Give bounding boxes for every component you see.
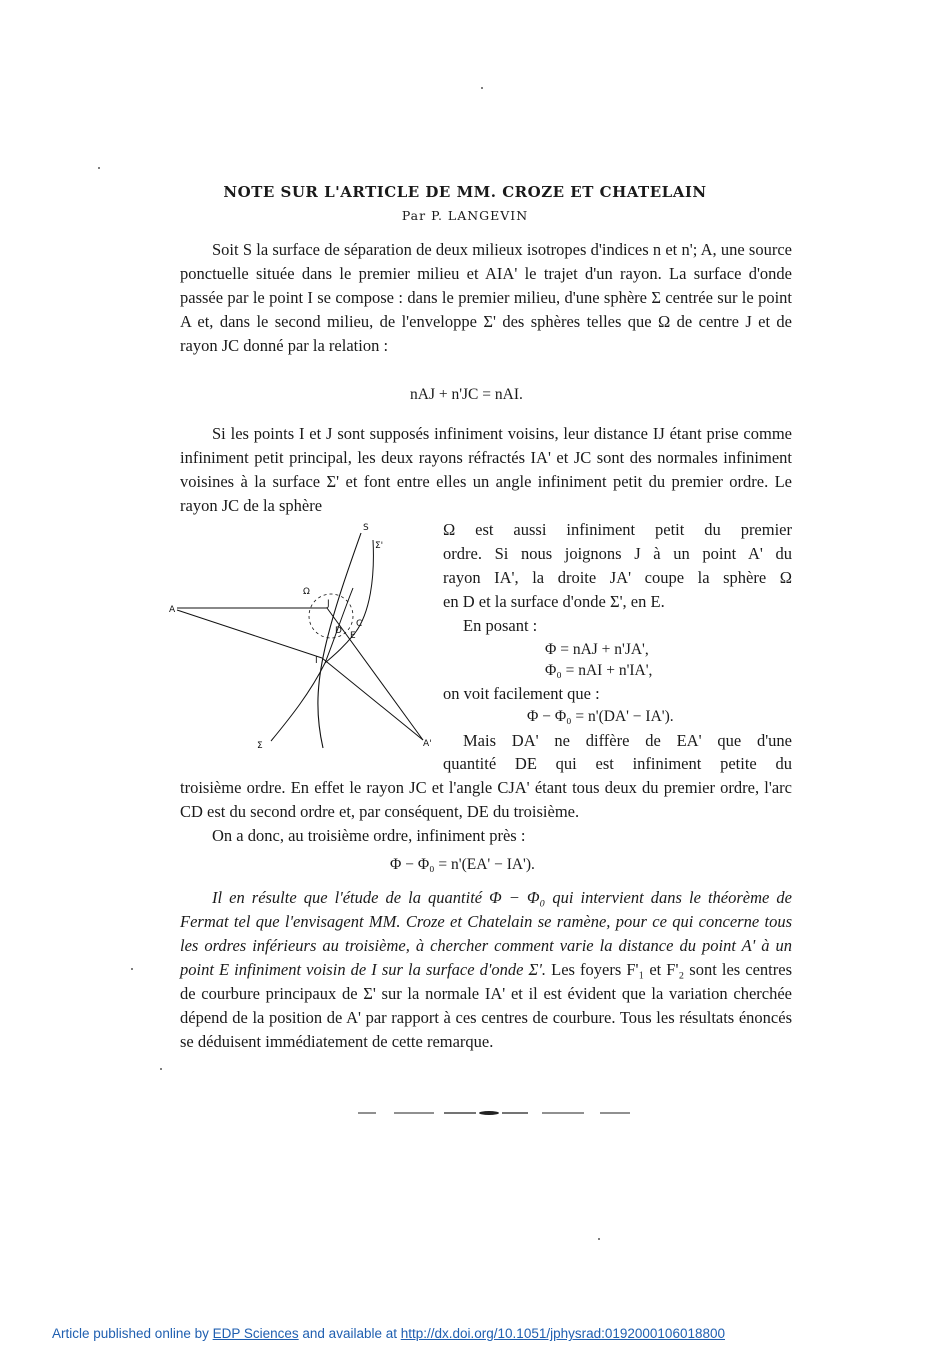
paragraph-1: Soit S la surface de séparation de deux milieux isotropes d'indices n et n'; A, une source ponctuelle située dans le premier milieu et AIA' le trajet d'un rayon. La surface d'onde passée par le point I se compose : dans le premier milieu, d'une sphère Σ centrée sur le point A et, dans le second milieu, de l'enveloppe Σ' des sphères telles que Ω de centre J et de rayon JC donné par la relation : (180, 240, 792, 355)
footer-notice (52, 1326, 725, 1341)
label-d: D (335, 626, 342, 636)
refraction-figure (165, 518, 440, 773)
beside-line-3: rayon IA', la droite JA' coupe la sphère Ω (443, 568, 792, 587)
equation-4: Φ − Φ₀ = n'(DA' − IA'). (527, 708, 674, 725)
label-j: J (327, 599, 330, 609)
publisher-link[interactable]: EDP Sciences (212, 1326, 299, 1341)
scan-speck (98, 167, 100, 169)
beside-line-1: Ω est aussi infiniment petit du premier (443, 520, 792, 539)
scan-speck (160, 1068, 162, 1070)
end-ornament (358, 1110, 630, 1116)
paragraph-2: Si les points I et J sont supposés infiniment voisins, leur distance IJ étant prise comme infiniment petit principal, les deux rayons réfractés IA' et JC sont des normales infiniment voisines à la surface Σ' et font entre elles un angle infiniment petit du premier ordre. Le rayon JC de la sphère (180, 424, 792, 515)
label-a: A (169, 605, 176, 615)
scan-speck (598, 1238, 600, 1240)
en-posant: En posant : (463, 616, 538, 635)
sphere-sigma-curve (271, 588, 353, 741)
label-s: S (363, 523, 369, 533)
sphere-omega (309, 594, 353, 638)
beside-line-4: en D et la surface d'onde Σ', en E. (443, 592, 665, 611)
label-omega: Ω (303, 587, 310, 597)
label-sigma-prime: Σ' (375, 541, 384, 551)
scan-speck (131, 968, 133, 970)
paragraph-4: On a donc, au troisième ordre, infiniment près : (212, 826, 526, 845)
mais-line-1: Mais DA' ne diffère de EA' que d'une (463, 731, 792, 750)
paragraph-3: troisième ordre. En effet le rayon JC et l'angle CJA' étant tous deux du premier ordre, l'arc CD est du second ordre et, par conséquent, DE du troisième. (180, 778, 792, 821)
label-i: I (315, 656, 318, 666)
equation-5: Φ − Φ₀ = n'(EA' − IA'). (390, 856, 535, 873)
equation-2: Φ = nAJ + n'JA', (545, 641, 649, 658)
footer-middle: and available at (298, 1326, 401, 1341)
paragraph-5-rest: Les foyers F'₁ et F'₂ sont les centres de courbure principaux de Σ' sur la normale IA' et il est évident que la variation cherchée dépend de la position de A' par rapport à ces centres de courbure. Tous les résultats énoncés se déduisent immédiatement de cette remarque. (180, 960, 793, 1051)
footer-prefix: Article published online by (52, 1326, 213, 1341)
label-a-prime: A' (423, 739, 432, 749)
label-c: C (356, 619, 363, 629)
paragraph-5 (180, 886, 792, 1054)
ray-ai (177, 610, 322, 658)
equation-1: nAJ + n'JC = nAI. (410, 386, 523, 403)
beside-line-2: ordre. Si nous joignons J à un point A' du (443, 544, 792, 563)
label-sigma: Σ (257, 741, 263, 751)
on-voit-line: on voit facilement que : (443, 684, 600, 703)
scan-speck (481, 87, 483, 89)
doi-link[interactable]: http://dx.doi.org/10.1051/jphysrad:0192000106018800 (400, 1326, 725, 1341)
paragraph-5-italic: Il en résulte que l'étude de la quantité Φ − Φ₀ qui intervient dans le théorème de Fermat tel que l'envisagent MM. Croze et Chatelain se ramène, pour ce qui concerne tous les ordres inférieurs au troisième, à chercher comment varie la distance du point A' à un point E infiniment voisin de I sur la surface d'onde Σ'. (180, 888, 792, 979)
equation-3: Φ₀ = nAI + n'IA', (545, 662, 653, 679)
author-byline: Par P. LANGEVIN (401, 208, 529, 223)
mais-line-2: quantité DE qui est infiniment petite du (443, 754, 792, 773)
article-title: NOTE SUR L'ARTICLE DE MM. CROZE ET CHATELAIN (223, 183, 707, 201)
label-e: E (350, 631, 356, 641)
